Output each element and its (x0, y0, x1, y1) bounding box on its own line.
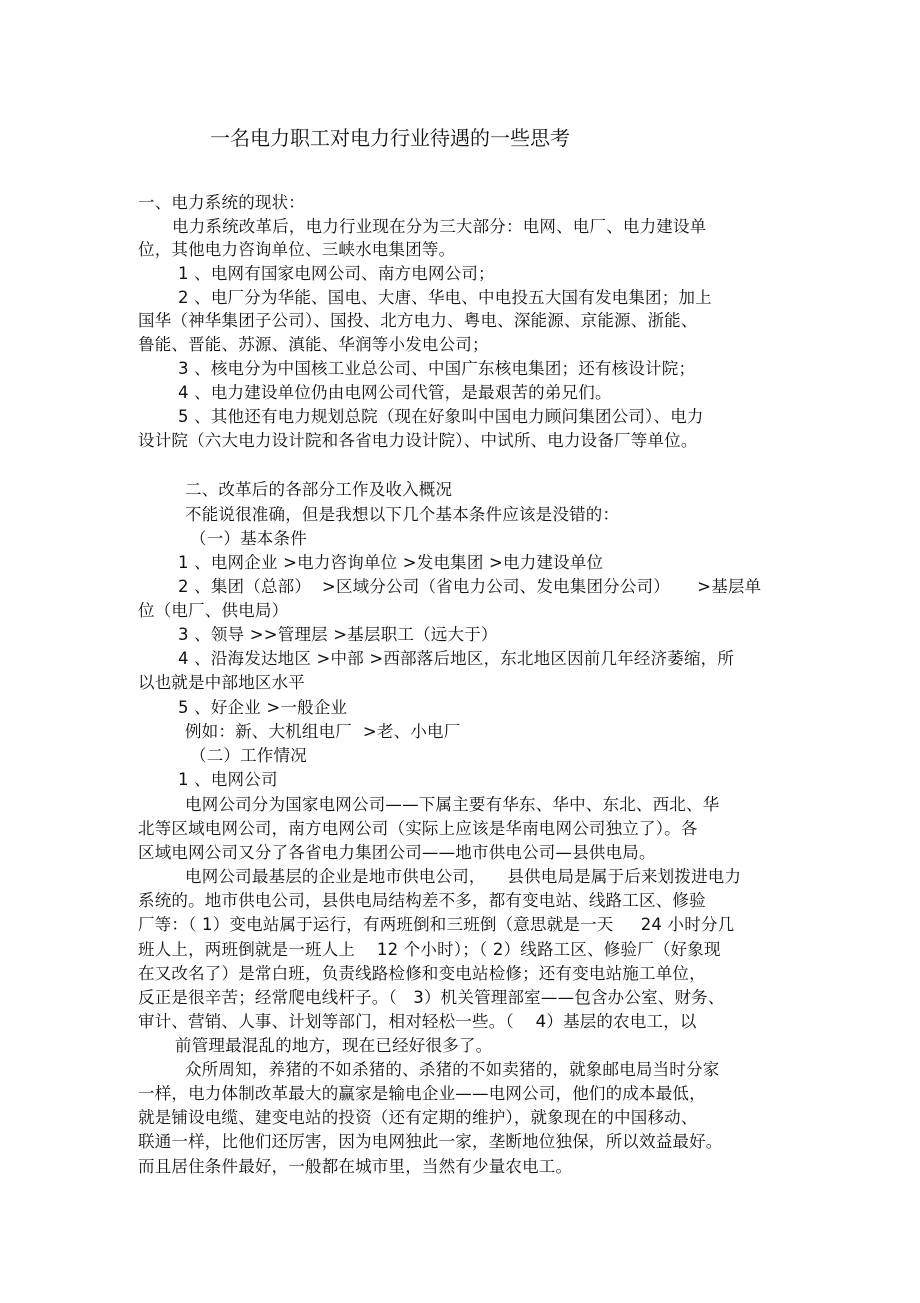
list-item: 4 、沿海发达地区 >中部 >西部落后地区，东北地区因前几年经济萎缩，所 (178, 649, 735, 668)
paragraph-line: 电网公司最基层的企业是地市供电公司， 县供电局是属于后来划拨进电力 (185, 867, 742, 886)
paragraph-line: 就是铺设电缆、建变电站的投资（还有定期的维护），就象现在的中国移动、 (138, 1108, 698, 1127)
list-item: 1 、电网有国家电网公司、南方电网公司； (178, 264, 495, 283)
list-item: 2 、电厂分为华能、国电、大唐、华电、中电投五大国有发电集团；加上 (178, 288, 712, 307)
document-title: 一名电力职工对电力行业待遇的一些思考 (210, 126, 570, 150)
subsection-heading: （一）基本条件 (190, 529, 307, 548)
paragraph-line: 联通一样，比他们还厉害，因为电网独此一家，垄断地位独保，所以效益最好。 (138, 1132, 723, 1151)
list-item: 5 、好企业 >一般企业 (178, 698, 348, 717)
paragraph-line: 位（电厂、供电局） (138, 601, 289, 620)
paragraph-line: 厂等：（ 1）变电站属于运行，有两班倒和三班倒（意思就是一天 24 小时分几 (138, 915, 735, 934)
subsection-heading: （二）工作情况 (190, 746, 307, 765)
paragraph-line: 班人上，两班倒就是一班人上 12 个小时）；（ 2）线路工区、修验厂（好象现 (138, 940, 721, 959)
list-item: 3 、领导 >>管理层 >基层职工（远大于） (178, 625, 498, 644)
paragraph-line: 设计院（六大电力设计院和各省电力设计院）、中试所、电力设备厂等单位。 (138, 431, 698, 450)
paragraph-line: 不能说很准确，但是我想以下几个基本条件应该是没错的： (185, 505, 620, 524)
list-item: 2 、集团（总部） >区域分公司（省电力公司、发电集团分公司） >基层单 (178, 577, 762, 596)
paragraph-line: 众所周知，养猪的不如杀猪的、杀猪的不如卖猪的，就象邮电局当时分家 (185, 1060, 720, 1079)
paragraph-line: 电网公司分为国家电网公司——下属主要有华东、华中、东北、西北、华 (185, 795, 720, 814)
list-item: 3 、核电分为中国核工业总公司、中国广东核电集团；还有核设计院； (178, 359, 696, 378)
paragraph-line: 电力系统改革后，电力行业现在分为三大部分：电网、电厂、电力建设单 (172, 217, 707, 236)
paragraph-line: 而且居住条件最好，一般都在城市里，当然有少量农电工。 (138, 1157, 573, 1176)
list-item: 4 、电力建设单位仍由电网公司代管，是最艰苦的弟兄们。 (178, 383, 612, 402)
section-heading: 一、电力系统的现状： (138, 193, 305, 212)
paragraph-line: 在又改名了）是常白班，负责线路检修和变电站检修；还有变电站施工单位， (138, 964, 706, 983)
list-item: 1 、电网企业 >电力咨询单位 >发电集团 >电力建设单位 (178, 553, 604, 572)
paragraph-line: 审计、营销、人事、计划等部门，相对轻松一些。（ 4）基层的农电工，以 (138, 1012, 697, 1031)
paragraph-line: 系统的。地市供电公司，县供电局结构差不多，都有变电站、线路工区、修验 (138, 891, 706, 910)
paragraph-line: 前管理最混乱的地方，现在已经好很多了。 (175, 1036, 493, 1055)
paragraph-line: 鲁能、晋能、苏源、滇能、华润等小发电公司； (138, 335, 489, 354)
list-item: 5 、其他还有电力规划总院（现在好象叫中国电力顾问集团公司）、电力 (178, 407, 704, 426)
paragraph-line: 国华（神华集团子公司）、国投、北方电力、粤电、深能源、京能源、浙能、 (138, 311, 698, 330)
paragraph-line: 反正是很辛苦；经常爬电线杆子。（ 3）机关管理部室——包含办公室、财务、 (138, 988, 725, 1007)
paragraph-line: 一样，电力体制改革最大的赢家是输电企业——电网公司，他们的成本最低， (138, 1084, 706, 1103)
paragraph-line: 位，其他电力咨询单位、三峡水电集团等。 (138, 240, 456, 259)
list-item: 1 、电网公司 (178, 770, 278, 789)
section-heading: 二、改革后的各部分工作及收入概况 (185, 480, 453, 499)
paragraph-line: 以也就是中部地区水平 (138, 673, 305, 692)
paragraph-line: 北等区域电网公司，南方电网公司（实际上应该是华南电网公司独立了）。各 (138, 819, 698, 838)
paragraph-line: 区域电网公司又分了各省电力集团公司——地市供电公司—县供电局。 (138, 843, 656, 862)
paragraph-line: 例如：新、大机组电厂 >老、小电厂 (185, 722, 461, 741)
